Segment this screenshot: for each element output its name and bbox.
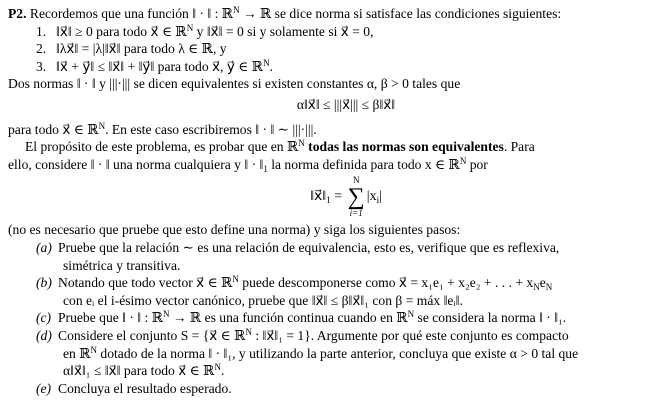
step-label: (c) (36, 310, 52, 326)
condition-number: 3. (36, 58, 47, 74)
intro-text: Recordemos que una función ‖ · ‖ : ℝ (29, 6, 234, 21)
display-equation-1: α‖x⃗‖ ≤ |||x⃗||| ≤ β‖x⃗‖ (296, 96, 396, 112)
after-display-1: para todo x⃗ ∈ ℝ$^N$. En este caso escribiremos ‖ · ‖ ∼ |||·|||. (8, 120, 317, 137)
step-a-cont: simétrica y transitiva. (63, 257, 181, 273)
display-equation-2: $‖x⃗‖_1$ = N ∑ i=1 $|x_i|$ (310, 175, 382, 219)
condition-2: 2. ‖λx⃗‖ = |λ|‖x⃗‖ para todo λ ∈ ℝ, y (36, 41, 227, 57)
intro-end: → ℝ se dice norma si satisface las condiciones siguientes: (239, 6, 562, 21)
step-a: (a) Pruebe que la relación ∼ es una relación de equivalencia, esto es, verifique que es reflexiva, (36, 239, 560, 255)
step-d-cont-1: en ℝ$^N$ dotado de la norma ‖ · ‖₁, y utilizando la parte anterior, concluya que existe α > 0 tal que (63, 344, 579, 361)
step-b: (b) Notando que todo vector x⃗ ∈ ℝ$^N$ puede descomponerse como x⃗ = x₁e₁ + x₂e₂ + . . . + $x_Ne_N$ (36, 274, 553, 293)
condition-number: 1. (36, 23, 47, 39)
step-label: (b) (36, 275, 52, 291)
step-label: (e) (36, 380, 52, 396)
problem-label: P2. (8, 6, 27, 21)
step-label: (d) (36, 327, 52, 343)
emphasis-text: todas las normas son equivalentes (304, 139, 504, 155)
equivalent-definition: Dos normas ‖ · ‖ y |||·||| se dicen equivalentes si existen constantes α, β > 0 tales que (8, 76, 461, 92)
step-d: (d) Considere el conjunto S = {x⃗ ∈ ℝ$^N$ : ‖x⃗‖₁ = 1}. Argumente por qué este conjunto es compacto (36, 326, 569, 343)
step-e: (e) Concluya el resultado esperado. (36, 380, 232, 396)
intro-sup: N (233, 5, 240, 15)
step-label: (a) (36, 239, 52, 255)
step-b-cont: con eᵢ el i-ésimo vector canónico, pruebe que ‖x⃗‖ ≤ β‖x⃗‖₁ con β = máx ‖eᵢ‖. (63, 292, 463, 308)
purpose-line: El propósito de este problema, es probar que en ℝ$^N$ todas las normas son equivalentes. Para (25, 138, 535, 155)
condition-number: 2. (36, 41, 47, 57)
condition-3: 3. ‖x⃗ + y⃗‖ ≤ ‖x⃗‖ + ‖y⃗‖ para todo x⃗, y⃗ ∈ ℝ$^N$. (36, 57, 273, 74)
step-d-cont-2: α‖x⃗‖₁ ≤ ‖x⃗‖ para todo x⃗ ∈ ℝ$^N$. (63, 362, 225, 379)
condition-1: 1. ‖x⃗‖ ≥ 0 para todo x⃗ ∈ ℝ$^N$ y ‖x⃗‖ = 0 si y solamente si x⃗ = 0, (36, 22, 374, 39)
problem-intro-line (8, 5, 644, 23)
consider-line: ello, considere ‖ · ‖ una norma cualquiera y ‖ · $‖_1$ la norma definida para todo x ∈ ℝ$^N$ por (8, 155, 488, 174)
step-c: (c) Pruebe que ‖ · ‖ : ℝ$^N$ → ℝ es una función continua cuando en ℝ$^N$ se considera la norma ‖ · ‖₁. (36, 309, 567, 326)
summation-symbol: N ∑ i=1 (347, 175, 365, 219)
after-display-2: (no es necesario que pruebe que esto define una norma) y siga los siguientes pasos: (8, 222, 461, 238)
